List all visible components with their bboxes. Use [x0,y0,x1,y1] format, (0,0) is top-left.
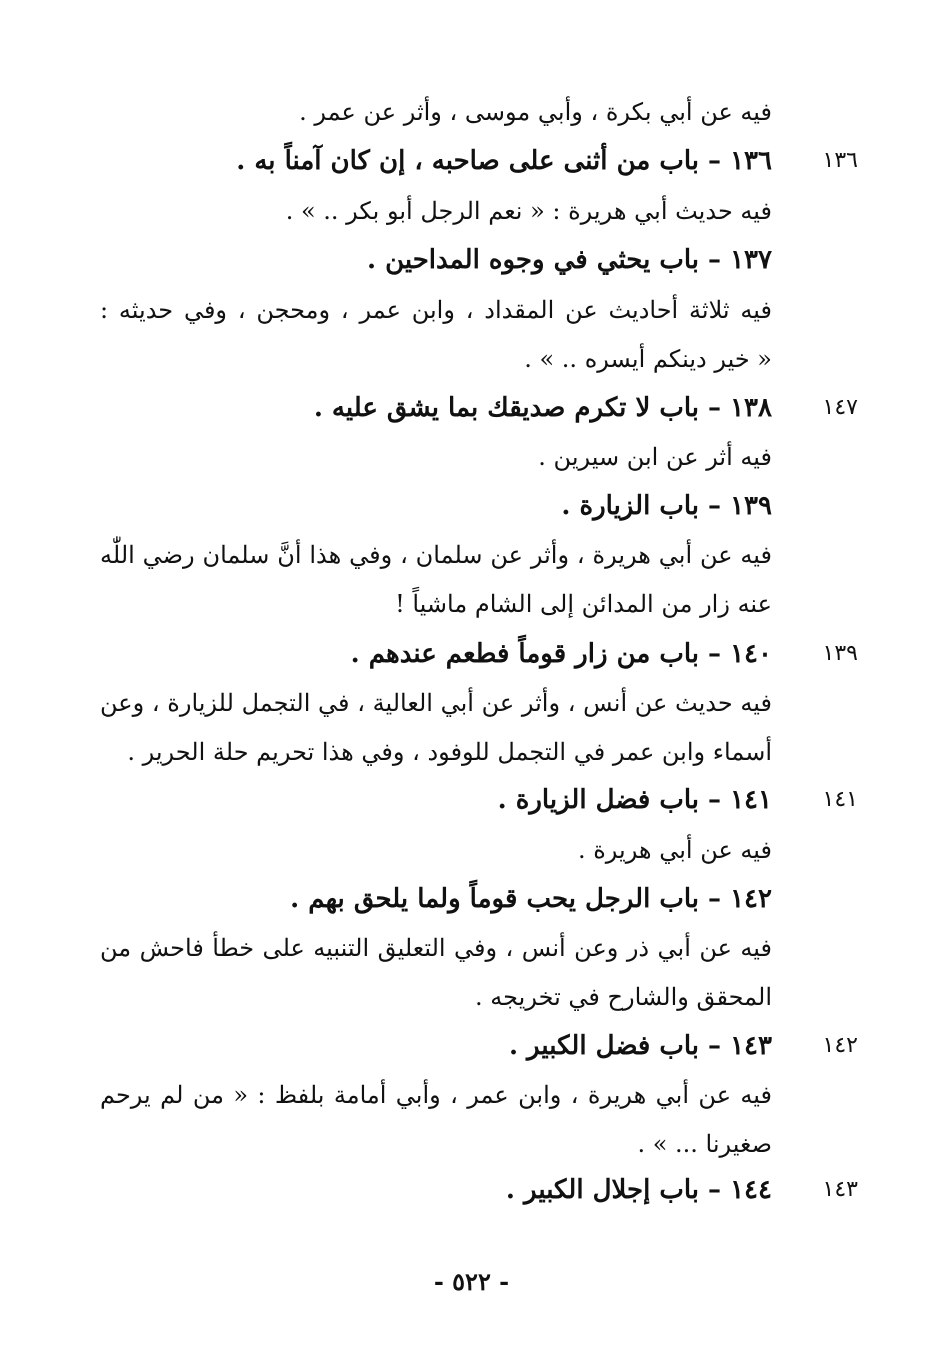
text-line: فيه أثر عن ابن سيرين . [538,443,772,471]
text-line: عنه زار من المدائن إلى الشام ماشياً ! [395,590,772,618]
text-line: فيه عن أبي بكرة ، وأبي موسى ، وأثر عن عمر . [299,98,772,126]
text-line: أسماء وابن عمر في التجمل للوفود ، وفي هذا تحريم حلة الحرير . [127,738,772,766]
margin-reference-number: ١٣٦ [822,148,858,173]
chapter-heading: ١٣٩ – باب الزيارة . [561,491,772,521]
margin-reference-number: ١٤٧ [822,395,858,420]
text-line: فيه حديث أبي هريرة : « نعم الرجل أبو بكر .. » . [285,197,772,225]
text-line: فيه حديث عن أنس ، وأثر عن أبي العالية ، في التجمل للزيارة ، وعن [100,689,772,717]
chapter-heading: ١٤١ – باب فضل الزيارة . [497,785,772,815]
margin-reference-number: ١٤١ [822,787,858,812]
text-line: فيه عن أبي هريرة ، وابن عمر ، وأبي أمامة بلفظ : « من لم يرحم [100,1081,772,1109]
text-line: فيه عن أبي هريرة ، وأثر عن سلمان ، وفي هذا أنَّ سلمان رضي اللّٰه [100,541,772,569]
text-line: فيه ثلاثة أحاديث عن المقداد ، وابن عمر ، ومحجن ، وفي حديثه : [100,296,772,324]
margin-reference-number: ١٤٣ [822,1177,858,1202]
text-line: فيه عن أبي ذر وعن أنس ، وفي التعليق التنبيه على خطأ فاحش من [100,934,772,962]
chapter-heading: ١٤٠ – باب من زار قوماً فطعم عندهم . [350,639,772,669]
chapter-heading: ١٤٢ – باب الرجل يحب قوماً ولما يلحق بهم . [290,884,772,914]
text-line: صغيرنا ... » . [637,1130,772,1158]
chapter-heading: ١٣٨ – باب لا تكرم صديقك بما يشق عليه . [313,393,772,423]
text-line: فيه عن أبي هريرة . [577,836,772,864]
page-number: - ٥٢٢ - [433,1267,510,1296]
chapter-heading: ١٣٦ – باب من أثنى على صاحبه ، إن كان آمناً به . [236,146,772,176]
text-line: « خير دينكم أيسره .. » . [524,345,772,373]
margin-reference-number: ١٣٩ [822,641,858,666]
chapter-heading: ١٣٧ – باب يحثي في وجوه المداحين . [366,245,772,275]
margin-reference-number: ١٤٢ [822,1033,858,1058]
text-line: المحقق والشارح في تخريجه . [475,983,772,1011]
chapter-heading: ١٤٣ – باب فضل الكبير . [508,1031,772,1061]
chapter-heading: ١٤٤ – باب إجلال الكبير . [505,1175,772,1205]
